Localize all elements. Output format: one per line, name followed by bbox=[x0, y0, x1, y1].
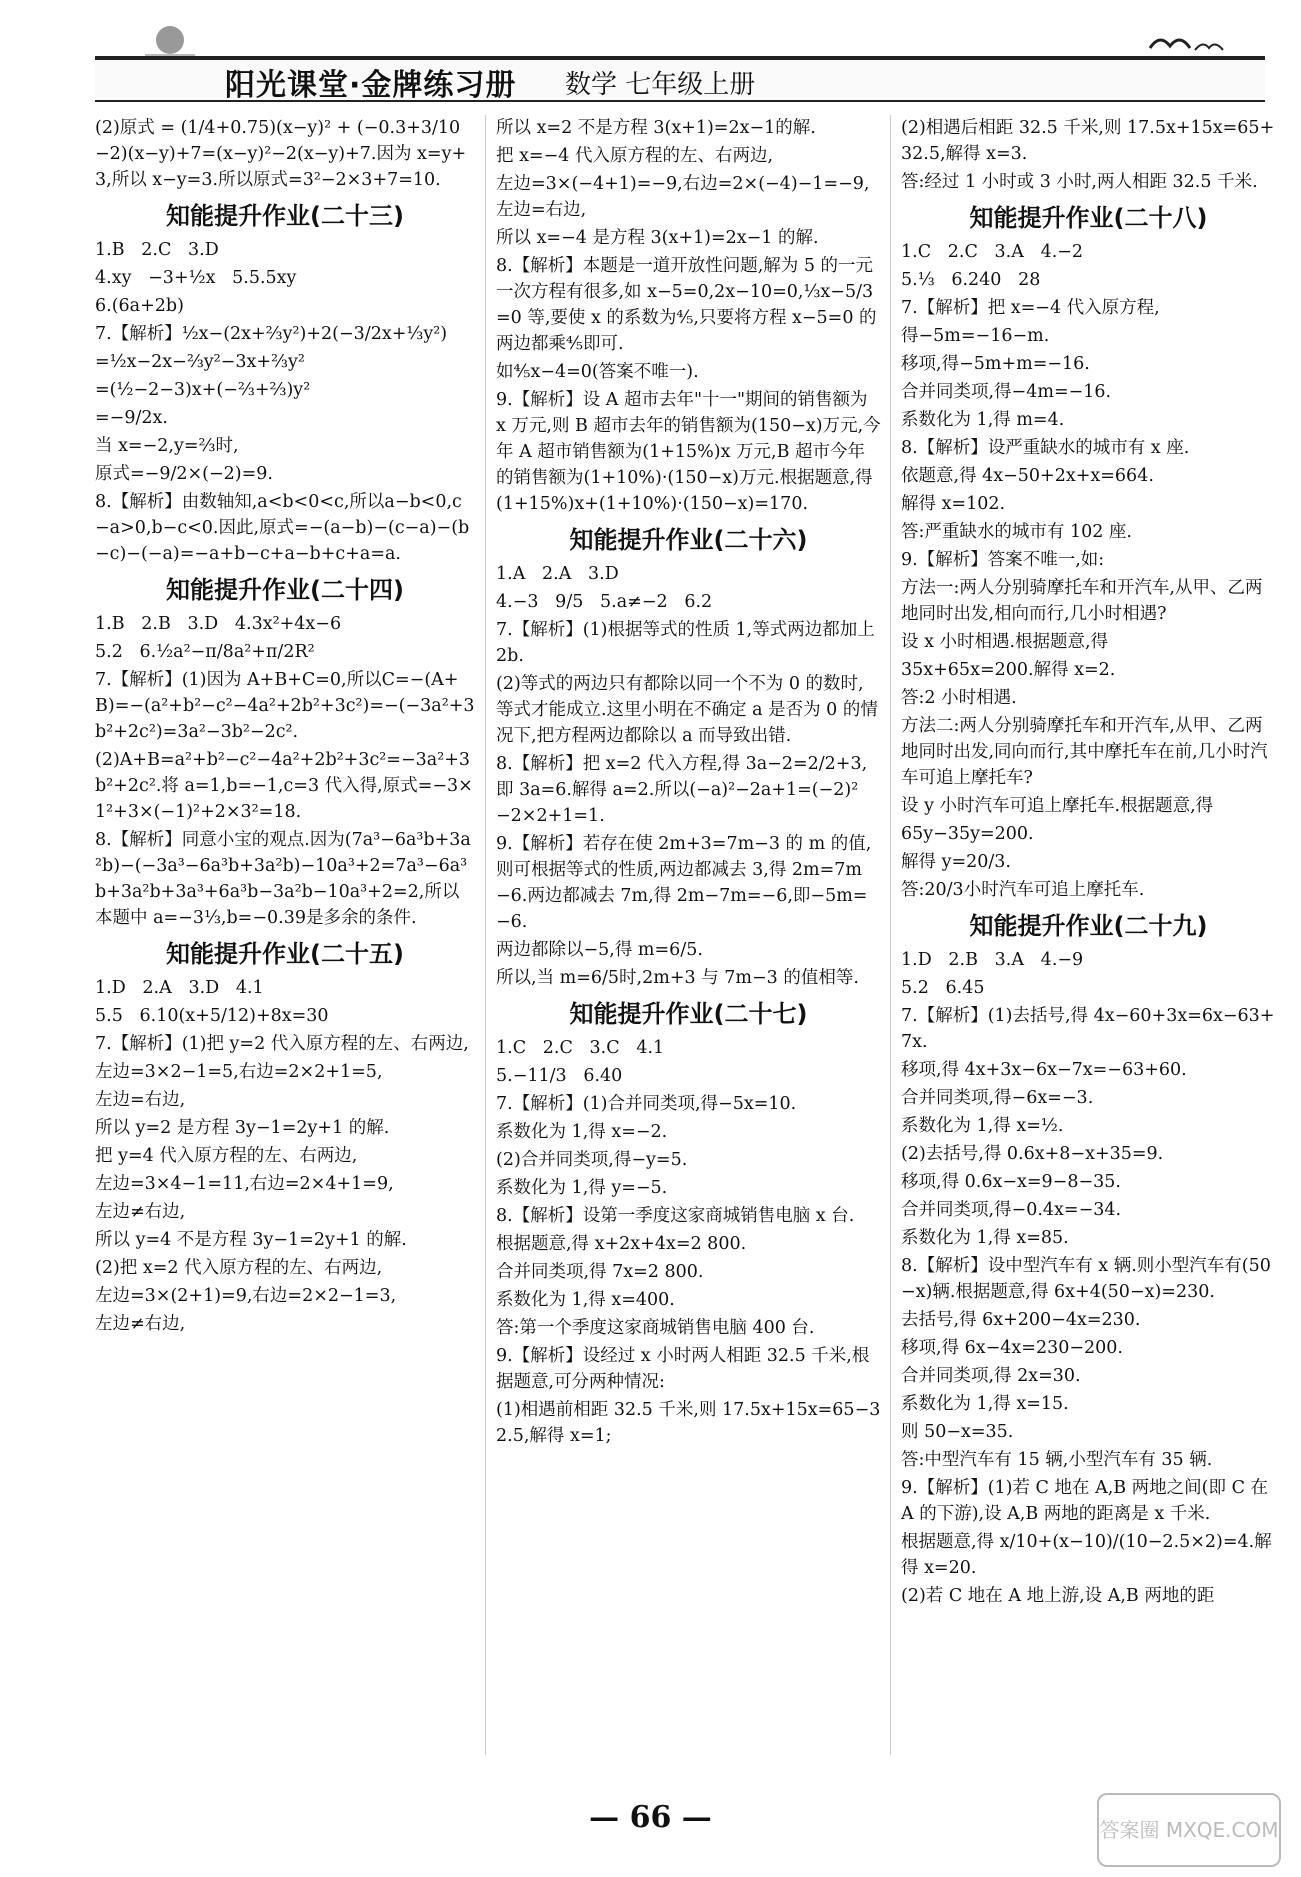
text-line: 所以 x=−4 是方程 3(x+1)=2x−1 的解. bbox=[496, 228, 819, 248]
text-line: 答:2 小时相遇. bbox=[901, 688, 1017, 708]
text-line: 7.【解析】(1)根据等式的性质 1,等式两边都加上 2b. bbox=[496, 620, 881, 666]
text-line: 去括号,得 6x+200−4x=230. bbox=[901, 1310, 1141, 1330]
text-line: 1.D 2.A 3.D 4.1 bbox=[95, 978, 264, 998]
section-title-28: 知能提升作业(二十八) bbox=[969, 204, 1208, 232]
text-line: 左边≠右边, bbox=[95, 1202, 186, 1222]
book-title: 阳光课堂·金牌练习册 bbox=[225, 68, 517, 103]
header-banner bbox=[95, 56, 1265, 102]
text-line: (2)若 C 地在 A 地上游,设 A,B 两地的距 bbox=[901, 1586, 1215, 1606]
text-line: 8.【解析】设严重缺水的城市有 x 座. bbox=[901, 438, 1190, 458]
text-line: 1.D 2.B 3.A 4.−9 bbox=[901, 950, 1084, 970]
text-line: 答:中型汽车有 15 辆,小型汽车有 35 辆. bbox=[901, 1450, 1213, 1470]
text-line: 8.【解析】同意小宝的观点.因为(7a³−6a³b+3a²b)−(−3a³−6a³b+3a²b)−10a³+2=7a³−6a³b+3a²b+3a³+6a³b−3a²b−10a³+2=2,所以本题中 a=−3⅓,b=−0.39是多余的条件. bbox=[95, 830, 471, 928]
text-line: (2)合并同类项,得−y=5. bbox=[496, 1150, 688, 1170]
text-line: 所以 y=2 是方程 3y−1=2y+1 的解. bbox=[95, 1118, 390, 1138]
text-line: 合并同类项,得 2x=30. bbox=[901, 1366, 1081, 1386]
text-line: 方法二:两人分别骑摩托车和开汽车,从甲、乙两地同时出发,同向而行,其中摩托车在前,几小时汽车可追上摩托车? bbox=[901, 716, 1268, 788]
text-line: 合并同类项,得−0.4x=−34. bbox=[901, 1200, 1122, 1220]
text-line: 1.C 2.C 3.A 4.−2 bbox=[901, 242, 1084, 262]
text-line: 所以,当 m=6/5时,2m+3 与 7m−3 的值相等. bbox=[496, 968, 859, 988]
text-line: 设 y 小时汽车可追上摩托车.根据题意,得 bbox=[901, 796, 1214, 816]
text-line: 1.A 2.A 3.D bbox=[496, 564, 619, 584]
text-line: 合并同类项,得−4m=−16. bbox=[901, 382, 1112, 402]
text-line: 系数化为 1,得 x=½. bbox=[901, 1116, 1064, 1136]
text-line: 左边=3×(−4+1)=−9,右边=2×(−4)−1=−9,左边=右边, bbox=[496, 174, 870, 220]
column-left bbox=[95, 115, 475, 1755]
section-title-24: 知能提升作业(二十四) bbox=[166, 576, 404, 604]
text-line: 系数化为 1,得 x=400. bbox=[496, 1290, 675, 1310]
text-line: 设 x 小时相遇.根据题意,得 bbox=[901, 632, 1109, 652]
text-line: 1.C 2.C 3.C 4.1 bbox=[496, 1038, 665, 1058]
text-line: 7.【解析】(1)合并同类项,得−5x=10. bbox=[496, 1094, 797, 1114]
column-middle bbox=[485, 115, 881, 1755]
text-line: 7.【解析】(1)因为 A+B+C=0,所以C=−(A+B)=−(a²+b²−c²−4a²+2b²+3c²)=−(−3a²+3b²+2c²)=3a²−3b²−2c². bbox=[95, 670, 475, 742]
text-line: 7.【解析】把 x=−4 代入原方程, bbox=[901, 298, 1160, 318]
text-line: 左边=3×4−1=11,右边=2×4+1=9, bbox=[95, 1174, 394, 1194]
text-line: 1.B 2.C 3.D bbox=[95, 240, 219, 260]
text-line: 得−5m=−16−m. bbox=[901, 326, 1050, 346]
text-line: =½x−2x−⅔y²−3x+⅔y² bbox=[95, 352, 305, 372]
text-line: 原式=−9/2×(−2)=9. bbox=[95, 464, 273, 484]
text-line: 6.(6a+2b) bbox=[95, 296, 184, 316]
text-line: (1)相遇前相距 32.5 千米,则 17.5x+15x=65−32.5,解得 x=1; bbox=[496, 1400, 881, 1446]
text-line: 9.【解析】设经过 x 小时两人相距 32.5 千米,根据题意,可分两种情况: bbox=[496, 1346, 870, 1392]
column-right bbox=[890, 115, 1276, 1755]
text-line: 答:经过 1 小时或 3 小时,两人相距 32.5 千米. bbox=[901, 172, 1258, 192]
text-line: 移项,得 4x+3x−6x−7x=−63+60. bbox=[901, 1060, 1187, 1080]
text-line: (2)把 x=2 代入原方程的左、右两边, bbox=[95, 1258, 383, 1278]
text-line: 8.【解析】设第一季度这家商城销售电脑 x 台. bbox=[496, 1206, 855, 1226]
text-line: =−9/2x. bbox=[95, 408, 168, 428]
text-line: 左边=右边, bbox=[95, 1090, 186, 1110]
text-line: 移项,得 0.6x−x=9−8−35. bbox=[901, 1172, 1121, 1192]
watermark: 答案圈 MXQE.COM bbox=[1097, 1793, 1281, 1867]
section-title-23: 知能提升作业(二十三) bbox=[166, 202, 404, 230]
text-line: 根据题意,得 x/10+(x−10)/(10−2.5×2)=4.解得 x=20. bbox=[901, 1532, 1272, 1578]
text-line: 系数化为 1,得 m=4. bbox=[901, 410, 1065, 430]
text-line: (2)等式的两边只有都除以同一个不为 0 的数时,等式才能成立.这里小明在不确定 a 是否为 0 的情况下,把方程两边都除以 a 而导致出错. bbox=[496, 674, 878, 746]
section-title-26: 知能提升作业(二十六) bbox=[569, 526, 808, 554]
text-line: 合并同类项,得 7x=2 800. bbox=[496, 1262, 704, 1282]
text-line: 8.【解析】本题是一道开放性问题,解为 5 的一元一次方程有很多,如 x−5=0,2x−10=0,⅓x−5/3=0 等,要使 x 的系数为⅘,只要将方程 x−5=0 的两边都乘⅘即可. bbox=[496, 256, 877, 354]
text-line: 把 x=−4 代入原方程的左、右两边, bbox=[496, 146, 774, 166]
text-line: 左边=3×2−1=5,右边=2×2+1=5, bbox=[95, 1062, 383, 1082]
answer-columns bbox=[95, 115, 1275, 1755]
text-line: 1.B 2.B 3.D 4.3x²+4x−6 bbox=[95, 614, 342, 634]
birds-icon bbox=[1145, 28, 1225, 58]
text-line: 系数化为 1,得 x=15. bbox=[901, 1394, 1069, 1414]
section-title-29: 知能提升作业(二十九) bbox=[969, 912, 1208, 940]
text-line: 系数化为 1,得 y=−5. bbox=[496, 1178, 668, 1198]
text-line: (2)A+B=a²+b²−c²−4a²+2b²+3c²=−3a²+3b²+2c².将 a=1,b=−1,c=3 代入得,原式=−3×1²+3×(−1)²+2×3²=18. bbox=[95, 750, 473, 822]
text-line: 系数化为 1,得 x=85. bbox=[901, 1228, 1069, 1248]
text-line: 5.⅓ 6.240 28 bbox=[901, 270, 1041, 290]
text-line: 5.2 6.45 bbox=[901, 978, 985, 998]
text-line: 8.【解析】把 x=2 代入方程,得 3a−2=2/2+3,即 3a=6.解得 a=2.所以(−a)²−2a+1=(−2)²−2×2+1=1. bbox=[496, 754, 868, 826]
text-line: =(½−2−3)x+(−⅔+⅔)y² bbox=[95, 380, 311, 400]
text-line: 5.5 6.10(x+5/12)+8x=30 bbox=[95, 1006, 329, 1026]
text-line: 7.【解析】(1)去括号,得 4x−60+3x=6x−63+7x. bbox=[901, 1006, 1275, 1052]
text-line: 4.xy −3+½x 5.5.5xy bbox=[95, 268, 297, 288]
section-title-25: 知能提升作业(二十五) bbox=[166, 940, 404, 968]
text-line: 解得 x=102. bbox=[901, 494, 1006, 514]
text-line: 则 50−x=35. bbox=[901, 1422, 1014, 1442]
text-line: 答:严重缺水的城市有 102 座. bbox=[901, 522, 1132, 542]
text-line: 5.2 6.½a²−π/8a²+π/2R² bbox=[95, 642, 315, 662]
text-line: 9.【解析】设 A 超市去年"十一"期间的销售额为 x 万元,则 B 超市去年的销售额为(150−x)万元,今年 A 超市销售额为(1+15%)x 万元,B 超市今年的销售额为(1+10%)·(150−x)万元.根据题意,得(1+15%)x+(1+10%)·(150−x)=170. bbox=[496, 390, 881, 514]
text-line: 依题意,得 4x−50+2x+x=664. bbox=[901, 466, 1154, 486]
text-line: 系数化为 1,得 x=−2. bbox=[496, 1122, 668, 1142]
text-line: (2)去括号,得 0.6x+8−x+35=9. bbox=[901, 1144, 1164, 1164]
text-line: 7.【解析】½x−(2x+⅔y²)+2(−3/2x+⅓y²) bbox=[95, 324, 448, 344]
page-header bbox=[95, 18, 1265, 103]
text-line: 合并同类项,得−6x=−3. bbox=[901, 1088, 1094, 1108]
text-line: (2)原式 = (1/4+0.75)(x−y)² + (−0.3+3/10−2)(x−y)+7=(x−y)²−2(x−y)+7.因为 x=y+3,所以 x−y=3.所以原式=3²−2×3+7=10. bbox=[95, 118, 467, 190]
text-line: 35x+65x=200.解得 x=2. bbox=[901, 660, 1116, 680]
text-line: 7.【解析】(1)把 y=2 代入原方程的左、右两边, bbox=[95, 1034, 469, 1054]
text-line: 8.【解析】由数轴知,a<b<0<c,所以a−b<0,c−a>0,b−c<0.因此,原式=−(a−b)−(c−a)−(b−c)−(−a)=−a+b−c+a−b+c+a=a. bbox=[95, 492, 470, 564]
book-subtitle: 数学 七年级上册 bbox=[565, 70, 756, 100]
text-line: 左边≠右边, bbox=[95, 1314, 186, 1334]
text-line: 根据题意,得 x+2x+4x=2 800. bbox=[496, 1234, 747, 1254]
text-line: 8.【解析】设中型汽车有 x 辆.则小型汽车有(50−x)辆.根据题意,得 6x+4(50−x)=230. bbox=[901, 1256, 1271, 1302]
text-line: 9.【解析】(1)若 C 地在 A,B 两地之间(即 C 在 A 的下游),设 A,B 两地的距离是 x 千米. bbox=[901, 1478, 1274, 1524]
text-line: 9.【解析】若存在使 2m+3=7m−3 的 m 的值,则可根据等式的性质,两边都减去 3,得 2m=7m−6.两边都减去 7m,得 2m−7m=−6,即−5m=−6. bbox=[496, 834, 872, 932]
text-line: 移项,得−5m+m=−16. bbox=[901, 354, 1090, 374]
text-line: 当 x=−2,y=⅔时, bbox=[95, 436, 239, 456]
text-line: 解得 y=20/3. bbox=[901, 852, 1011, 872]
text-line: 65y−35y=200. bbox=[901, 824, 1034, 844]
text-line: 两边都除以−5,得 m=6/5. bbox=[496, 940, 703, 960]
section-title-27: 知能提升作业(二十七) bbox=[569, 1000, 808, 1028]
text-line: 9.【解析】答案不唯一,如: bbox=[901, 550, 1105, 570]
text-line: (2)相遇后相距 32.5 千米,则 17.5x+15x=65+32.5,解得 x=3. bbox=[901, 118, 1275, 164]
page-number: — 66 — bbox=[589, 1800, 712, 1835]
text-line: 如⅘x−4=0(答案不唯一). bbox=[496, 362, 699, 382]
text-line: 5.−11/3 6.40 bbox=[496, 1066, 623, 1086]
text-line: 答:第一个季度这家商城销售电脑 400 台. bbox=[496, 1318, 815, 1338]
text-line: 所以 x=2 不是方程 3(x+1)=2x−1的解. bbox=[496, 118, 816, 138]
text-line: 左边=3×(2+1)=9,右边=2×2−1=3, bbox=[95, 1286, 397, 1306]
text-line: 所以 y=4 不是方程 3y−1=2y+1 的解. bbox=[95, 1230, 407, 1250]
text-line: 答:20/3小时汽车可追上摩托车. bbox=[901, 880, 1145, 900]
text-line: 方法一:两人分别骑摩托车和开汽车,从甲、乙两地同时出发,相向而行,几小时相遇? bbox=[901, 578, 1263, 624]
text-line: 移项,得 6x−4x=230−200. bbox=[901, 1338, 1123, 1358]
text-line: 把 y=4 代入原方程的左、右两边, bbox=[95, 1146, 358, 1166]
text-line: 4.−3 9/5 5.a≠−2 6.2 bbox=[496, 592, 713, 612]
